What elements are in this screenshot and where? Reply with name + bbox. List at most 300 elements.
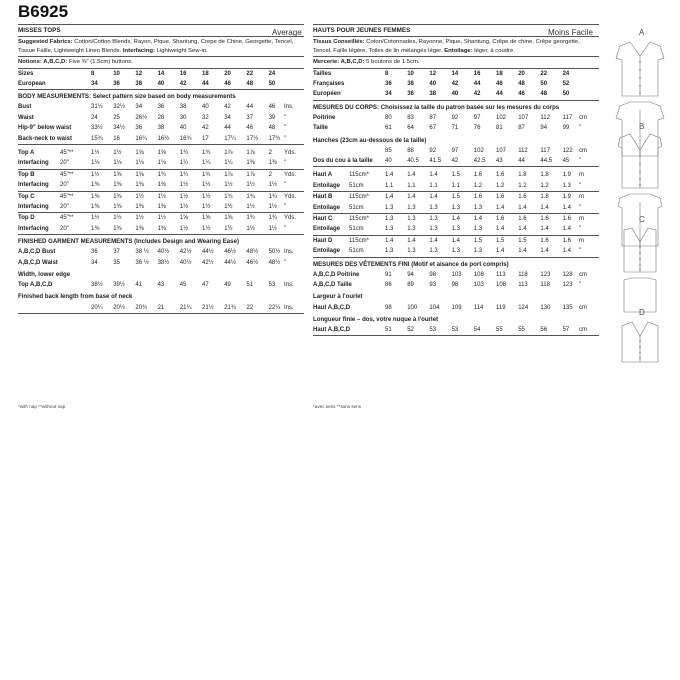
cell-value: 1½ (224, 225, 233, 232)
unit: " (579, 226, 582, 233)
row-label: Waist (18, 114, 34, 121)
table-row (313, 224, 599, 234)
cell-value: 1⅜ (91, 193, 100, 200)
cell-value: 54 (473, 327, 481, 334)
en-measurement-table (18, 69, 304, 314)
view-c-back-drawing (624, 278, 656, 312)
cell-value: 40 (179, 125, 187, 132)
cell-value: 49 (224, 282, 231, 289)
table-row (18, 123, 304, 133)
table-row (313, 156, 599, 166)
table-row (18, 170, 304, 180)
cell-value: 108 (496, 282, 507, 289)
table-row (18, 224, 304, 234)
cell-value: 1.4 (385, 172, 394, 179)
cell-value: 1.4 (385, 237, 394, 244)
cell-value: 1.4 (473, 216, 483, 222)
cell-value: 52 (562, 80, 570, 87)
cell-value: 44½ (224, 259, 236, 266)
cell-value: 1⅜ (113, 225, 122, 232)
cell-value: 47 (202, 282, 209, 289)
cell-value: 1.3 (473, 204, 483, 211)
cell-value: 1.4 (496, 226, 505, 233)
cell-value: 40½ (157, 249, 170, 256)
fabric-width: 20" (60, 225, 69, 232)
cell-value: 22 (246, 70, 254, 77)
row-label: Top C (18, 193, 35, 200)
cell-value: 1.3 (385, 226, 394, 233)
cell-value: 1½ (179, 203, 189, 210)
fabric-width: 115cm* (349, 194, 369, 201)
cell-value: 1.3 (451, 226, 460, 233)
cell-value: 117 (562, 114, 573, 121)
cell-value: 1½ (268, 225, 277, 232)
cell-value: 108 (473, 271, 484, 278)
table-row (18, 202, 304, 212)
row-label: Entoilage (313, 182, 341, 189)
cell-value: 98 (385, 304, 392, 311)
row-label: Haut A,B,C,D (313, 327, 351, 334)
cell-value: 42.5 (473, 158, 486, 165)
cell-value: 98 (429, 271, 437, 278)
row-label: Taille (313, 125, 328, 132)
view-b-back-drawing (618, 194, 662, 246)
row-label: Interfacing (18, 203, 49, 210)
cell-value: 16 (113, 135, 120, 142)
francaises-row (313, 79, 599, 89)
footnote-en: *with nap **without nap (18, 404, 66, 409)
row-label: Top A (18, 149, 35, 156)
cell-value: 30 (179, 114, 187, 121)
cell-value: 22¼ (268, 304, 281, 311)
pattern-number: B6925 (18, 2, 69, 21)
cell-value: 1.3 (407, 216, 416, 222)
cell-value: 1.9 (562, 194, 571, 201)
cell-value: 18 (202, 70, 209, 77)
cell-value: 1.3 (385, 248, 394, 255)
unit: " (284, 160, 287, 167)
cell-value: 113 (518, 282, 528, 289)
table-row (18, 134, 304, 144)
cell-value: 22 (540, 70, 548, 77)
cell-value: 1.6 (496, 216, 505, 222)
cell-value: 1.4 (540, 248, 549, 255)
cell-value: 44 (202, 80, 209, 87)
cell-value: 16 (179, 70, 187, 77)
cell-value: 1¾ (157, 171, 166, 178)
unit: Ins. (284, 249, 294, 256)
cell-value: 1½ (224, 182, 233, 189)
cell-value: 24 (562, 70, 570, 77)
cell-value: 1¾ (202, 171, 211, 178)
row-label: Européen (313, 91, 341, 98)
cell-value: 1¼ (224, 160, 233, 167)
cell-value: 1⅛ (135, 160, 144, 167)
cell-value: 42½ (179, 249, 192, 256)
row-label: Haut A (313, 172, 333, 179)
cell-value: 34 (91, 259, 98, 266)
cell-value: 16¼ (135, 135, 148, 142)
table-row (313, 214, 599, 224)
cell-value: 1⅜ (91, 182, 100, 189)
cell-value: 14 (451, 70, 459, 77)
cell-value: 1½ (202, 182, 211, 189)
cell-value: 1.4 (518, 248, 527, 255)
fabric-width: 45"** (60, 149, 74, 156)
notions-paragraph: Notions: A,B,C,D: Five ⅝" (1.5cm) buttons. (18, 59, 133, 66)
cell-value: 1.6 (540, 216, 549, 222)
cell-value: 1.1 (429, 182, 438, 189)
row-label: Poitrine (313, 114, 336, 121)
cell-value: 48 (246, 80, 254, 87)
cell-value: 1.6 (518, 194, 527, 201)
difficulty-fr: Moins Facile (548, 28, 593, 37)
cell-value: 1.5 (451, 194, 460, 201)
row-label: Haut C (313, 216, 333, 222)
sizes-row (18, 69, 304, 79)
cell-value: 1.4 (562, 248, 571, 255)
cell-value: 1¾ (202, 149, 211, 156)
cell-value: 1.4 (385, 194, 394, 201)
unit: Yds. (284, 171, 297, 178)
cell-value: 48½ (268, 259, 281, 266)
table-row (18, 280, 304, 290)
cell-value: 50 (268, 80, 276, 87)
cell-value: 1⅝ (135, 149, 144, 156)
cell-value: 34 (224, 114, 231, 121)
cell-value: 22 (246, 304, 254, 311)
row-label: Haut A,B,C,D (313, 304, 351, 311)
cell-value: 64 (407, 125, 414, 132)
cell-value: 1⅝ (135, 171, 144, 178)
cell-value: 36 (113, 80, 120, 87)
english-column (18, 24, 304, 314)
table-row (313, 203, 599, 213)
cell-value: 1¾ (246, 215, 255, 222)
cell-value: 124 (518, 304, 529, 311)
cell-value: 1½ (246, 225, 255, 232)
cell-value: 1.4 (518, 204, 527, 211)
cell-value: 42 (179, 80, 187, 87)
cell-value: 40 (157, 80, 165, 87)
cell-value: 1.6 (562, 237, 571, 244)
cell-value: 48 (268, 125, 276, 132)
cell-value: 55 (496, 327, 503, 334)
unit: Yds. (284, 193, 297, 200)
table-row (313, 280, 599, 290)
row-label: Entoilage (313, 204, 341, 211)
cell-value: 36 (385, 80, 392, 87)
cell-value: 38 (135, 80, 143, 87)
table-row (18, 192, 304, 202)
cell-value: 1½ (268, 182, 277, 189)
cell-value: 107 (496, 147, 507, 154)
cell-value: 1.4 (562, 204, 571, 211)
cell-value: 46 (518, 91, 525, 98)
cell-value: 1.3 (407, 204, 416, 211)
view-sketches (612, 22, 672, 382)
unit: cm (579, 114, 587, 121)
cell-value: 17¾ (268, 135, 281, 142)
cell-value: 50 (540, 80, 548, 87)
cell-value: 117 (540, 147, 550, 154)
cell-value: 41 (135, 282, 143, 289)
cell-value: 1.4 (407, 172, 416, 179)
cell-value: 46 (268, 104, 276, 111)
cell-value: 42 (451, 158, 459, 165)
cell-value: 1.3 (429, 248, 438, 255)
view-label-a: A (639, 28, 645, 37)
cell-value: 1½ (135, 215, 144, 222)
table-row (18, 102, 304, 112)
cell-value: 86 (385, 282, 392, 289)
section-header: HAUTS POUR JEUNES FEMMES (313, 27, 411, 34)
cell-value: 38½ (91, 282, 103, 289)
cell-value: 1.6 (518, 216, 527, 222)
row-label: Hip-9" below waist (18, 125, 72, 132)
cell-value: 1.6 (540, 237, 549, 244)
cell-value: 48 (540, 91, 548, 98)
cell-value: 1.4 (407, 237, 416, 244)
cell-value: 24 (91, 114, 98, 121)
row-label: Bust (18, 104, 32, 111)
view-label-b: B (639, 122, 645, 131)
cell-value: 44½ (202, 249, 214, 256)
french-column (313, 24, 599, 336)
cell-value: 97 (451, 147, 459, 154)
cell-value: 20 (518, 70, 525, 77)
cell-value: 1.5 (496, 237, 505, 244)
fabric-width: 51cm (349, 226, 364, 233)
table-row (313, 270, 599, 280)
view-a-front-drawing (616, 42, 664, 96)
unit: Ins. (284, 104, 294, 111)
cell-value: 50 (562, 91, 570, 98)
table-row (18, 258, 304, 268)
cell-value: 21 (157, 304, 165, 311)
cell-value: 20¾ (135, 304, 148, 311)
fabrics-paragraph: Suggested Fabrics: Cotton/Cotton Blends, Rayon, Pique, Shantung, Crepe de Chine, Georgette, Tencel, Tissue Faille, Lightweight Linen Blends. Interfacing: Lightweight Sew-in. (18, 39, 294, 54)
fabric-width: 20" (60, 203, 69, 210)
cell-value: 1.3 (407, 248, 416, 255)
row-label: Back-neck to waist (18, 135, 73, 142)
cell-value: 80 (385, 114, 392, 121)
notions-paragraph: Mercerie: A,B,C,D: 5 boutons de 1.5cm. (313, 59, 420, 66)
cell-value: 1.3 (429, 226, 438, 233)
cell-value: 36 ½ (135, 259, 149, 266)
cell-value: 38 (157, 125, 165, 132)
cell-value: 123 (562, 282, 573, 289)
row-label: Haut D (313, 237, 333, 244)
unit: cm (579, 327, 587, 334)
cell-value: 46 (246, 125, 254, 132)
cell-value: 1⅜ (157, 225, 166, 232)
cell-value: 89 (407, 282, 414, 289)
fabric-width: 115cm* (349, 172, 369, 179)
cell-value: 1⅝ (157, 149, 166, 156)
view-label-c: C (639, 215, 645, 224)
unit: " (284, 114, 287, 121)
cell-value: 1.3 (451, 204, 460, 211)
view-label-d: D (639, 308, 645, 317)
cell-value: 1.3 (385, 204, 394, 211)
unit: " (284, 182, 287, 189)
body-measurements-heading: BODY MEASUREMENTS: Select pattern size based on body measurements (18, 93, 236, 101)
cell-value: 1.4 (429, 194, 438, 201)
cell-value: 1.3 (429, 204, 438, 211)
cell-value: 1.4 (407, 194, 416, 201)
cell-value: 52 (407, 327, 414, 334)
cell-value: 76 (473, 125, 481, 132)
cell-value: 40 (429, 80, 437, 87)
row-label: Interfacing (18, 225, 49, 232)
cell-value: 1.5 (451, 172, 460, 179)
cell-value: 1.4 (496, 248, 505, 255)
cell-value: 114 (473, 304, 484, 311)
cell-value: 16½ (157, 135, 170, 142)
cell-value: 1.1 (451, 182, 460, 189)
cell-value: 36 (135, 125, 143, 132)
row-label: Top B (18, 171, 35, 178)
fabric-width: 20" (60, 182, 69, 189)
width-lower-edge-label: Width, lower edge (18, 270, 71, 278)
cell-value: 35 (113, 259, 120, 266)
unit: " (579, 204, 582, 211)
cell-value: 97 (473, 114, 481, 121)
row-label: A,B,C,D Bust (18, 249, 56, 256)
unit: m (579, 216, 584, 222)
fabric-width: 115cm* (349, 216, 369, 222)
cell-value: 1.4 (451, 216, 460, 222)
fabric-width: 45"** (60, 215, 74, 222)
cell-value: 91 (385, 271, 392, 278)
cell-value: 46 (224, 80, 231, 87)
cell-value: 1⅜ (157, 203, 166, 210)
row-label: A,B,C,D Taille (313, 282, 352, 289)
cell-value: 15¾ (91, 135, 103, 142)
cell-value: 1¾ (268, 215, 277, 222)
cell-value: 53 (268, 282, 276, 289)
cell-value: 1½ (179, 193, 189, 200)
view-a-back-drawing (616, 102, 664, 156)
cell-value: 1.4 (562, 226, 571, 233)
cell-value: 45 (179, 282, 187, 289)
cell-value: 1¾ (179, 171, 189, 178)
table-row (313, 181, 599, 191)
cell-value: 42 (202, 125, 209, 132)
cell-value: 113 (496, 271, 506, 278)
table-row (18, 213, 304, 223)
cell-value: 16 (473, 70, 481, 77)
finished-measurements-heading: FINISHED GARMENT MEASUREMENTS (Includes Design and Wearing Ease) (18, 238, 239, 246)
fabric-width: 51cm (349, 182, 364, 189)
unit: " (284, 259, 287, 266)
cell-value: 1.4 (429, 237, 438, 244)
cell-value: 102 (473, 147, 484, 154)
cell-value: 1½ (268, 203, 277, 210)
cell-value: 43 (157, 282, 165, 289)
cell-value: 1.5 (518, 237, 527, 244)
fr-measurement-table (313, 69, 599, 337)
cell-value: 103 (451, 271, 462, 278)
table-row (18, 148, 304, 158)
cell-value: 43 (496, 158, 503, 165)
cell-value: 1.3 (473, 248, 483, 255)
cell-value: 1.5 (473, 237, 483, 244)
cell-value: 40.5 (407, 158, 419, 165)
cell-value: 1⅝ (224, 215, 233, 222)
cell-value: 17½ (246, 135, 259, 142)
cell-value: 48½ (246, 249, 259, 256)
cell-value: 1.1 (407, 182, 416, 189)
cell-value: 1¼ (202, 160, 211, 167)
table-row (313, 246, 599, 256)
cell-value: 1½ (179, 225, 189, 232)
cell-value: 25 (113, 114, 120, 121)
cell-value: 1⅝ (113, 171, 122, 178)
cell-value: 1.4 (496, 204, 505, 211)
cell-value: 12 (135, 70, 143, 77)
cell-value: 51 (385, 327, 392, 334)
row-label: European (18, 80, 46, 87)
cell-value: 1.3 (407, 226, 416, 233)
cell-value: 1⅞ (224, 171, 233, 178)
cell-value: 1⅜ (113, 203, 122, 210)
cell-value: 1¾ (246, 193, 255, 200)
cell-value: 36 (91, 249, 98, 256)
cell-value: 28 (157, 114, 165, 121)
cell-value: 100 (407, 304, 418, 311)
cell-value: 38 (407, 80, 414, 87)
cell-value: 112 (518, 147, 528, 154)
cell-value: 102 (496, 114, 507, 121)
cell-value: 12 (429, 70, 437, 77)
cell-value: 118 (540, 282, 550, 289)
unit: " (579, 158, 582, 165)
cell-value: 44 (473, 80, 481, 87)
cell-value: 40 (202, 104, 209, 111)
cell-value: 45 (562, 158, 570, 165)
cell-value: 1½ (202, 225, 211, 232)
cell-value: 94 (540, 125, 548, 132)
cell-value: 36 (407, 91, 414, 98)
cell-value: 135 (562, 304, 573, 311)
cell-value: 1⅜ (246, 160, 255, 167)
cell-value: 10 (113, 70, 120, 77)
cell-value: 104 (429, 304, 440, 311)
cell-value: 1⅝ (179, 215, 189, 222)
back-length-label: Longueur finie – dos, votre nuque à l'ourlet (313, 315, 439, 323)
cell-value: 40 (385, 158, 392, 165)
unit: Yds. (284, 215, 297, 222)
cell-value: 34 (385, 91, 392, 98)
fabric-width: 51cm (349, 204, 364, 211)
unit: " (284, 135, 287, 142)
cell-value: 37 (113, 249, 120, 256)
cell-value: 42 (473, 91, 481, 98)
cell-value: 87 (518, 125, 525, 132)
cell-value: 1.4 (451, 237, 460, 244)
cell-value: 1.6 (496, 194, 505, 201)
cell-value: 112 (540, 114, 550, 121)
table-row (313, 123, 599, 133)
cell-value: 1½ (179, 182, 189, 189)
footnote-fr: *avec sens **sans sens (313, 404, 362, 409)
body-measurements-heading: MESURES DU CORPS: Choisissez la taille du patron basée sur les mesures du corps (313, 103, 560, 111)
cell-value: 57 (562, 327, 570, 334)
cell-value: 1½ (91, 171, 100, 178)
cell-value: 1⅜ (157, 182, 166, 189)
